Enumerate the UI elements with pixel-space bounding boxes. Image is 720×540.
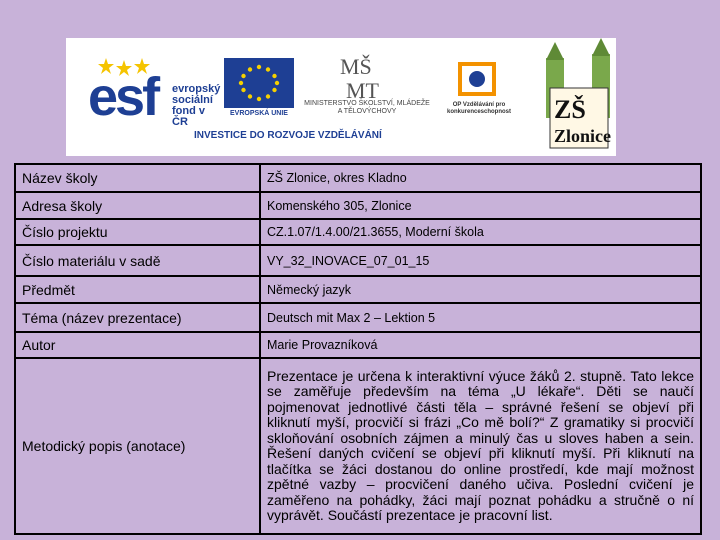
msmt-logo (336, 50, 386, 102)
svg-text:MŠ: MŠ (340, 54, 372, 79)
row-value: Německý jazyk (260, 276, 701, 303)
banner-caption: INVESTICE DO ROZVOJE VZDĚLÁVÁNÍ (194, 130, 382, 141)
row-label: Předmět (15, 276, 260, 303)
row-label: Téma (název prezentace) (15, 303, 260, 332)
eu-label: EVROPSKÁ UNIE (230, 110, 288, 117)
table-row (15, 276, 701, 303)
svg-text:Zlonice: Zlonice (554, 126, 611, 146)
row-value: Marie Provazníková (260, 332, 701, 358)
row-value: ZŠ Zlonice, okres Kladno (260, 164, 701, 192)
table-row (15, 219, 701, 245)
row-value: Komenského 305, Zlonice (260, 192, 701, 219)
school-info-table (14, 163, 702, 535)
svg-text:ZŠ: ZŠ (554, 95, 586, 124)
table-row (15, 332, 701, 358)
row-value: VY_32_INOVACE_07_01_15 (260, 245, 701, 276)
eu-flag-icon (224, 58, 294, 108)
esf-logo (88, 56, 221, 128)
school-logo (540, 38, 616, 156)
table-row (15, 164, 701, 192)
row-value: Deutsch mit Max 2 – Lektion 5 (260, 303, 701, 332)
table-row (15, 245, 701, 276)
esf-text: evropský sociální fond v ČR (172, 83, 221, 128)
svg-text:MT: MT (346, 78, 379, 102)
row-label: Autor (15, 332, 260, 358)
op-text: OP Vzdělávání pro konkurenceschopnost (446, 102, 511, 115)
row-label: Číslo materiálu v sadě (15, 245, 260, 276)
row-label: Číslo projektu (15, 219, 260, 245)
msmt-text: MINISTERSTVO ŠKOLSTVÍ, MLÁDEŽE A TĚLOVÝCHOVY (304, 100, 430, 115)
table-row (15, 358, 701, 534)
project-logos-banner (66, 38, 616, 156)
row-label: Adresa školy (15, 192, 260, 219)
annotation-text: Prezentace je určena k interaktivní výuce žáků 2. stupně. Tato lekce se zaměřuje především na téma „U lékaře“. Děti se naučí pojmenovat jednotlivé části těla – správné řešení se objeví při kliknutí myší, procvičí si frázi „Co mě bolí?“ Z gramatiky si procvičí skloňování osobních zájmen a minulý čas u sloves haben a sein. Řešení daných cvičení se objeví při kliknutí myší. Při kliknutí na tlačítka se žáci dostanou do online prostředí, kde mají možnost zpětné vazby – procvičení daného učiva. Poslední cvičení je zaměřeno na pohádky, žáci mají poznat pohádku a stručně o ní vyprávět. Součástí prezentace je pracovní list. (260, 358, 701, 534)
row-label: Metodický popis (anotace) (15, 358, 260, 534)
table-row (15, 303, 701, 332)
op-logo (454, 58, 500, 100)
table-row (15, 192, 701, 219)
row-value: CZ.1.07/1.4.00/21.3655, Moderní škola (260, 219, 701, 245)
row-label: Název školy (15, 164, 260, 192)
esf-letters: esf (88, 67, 158, 127)
